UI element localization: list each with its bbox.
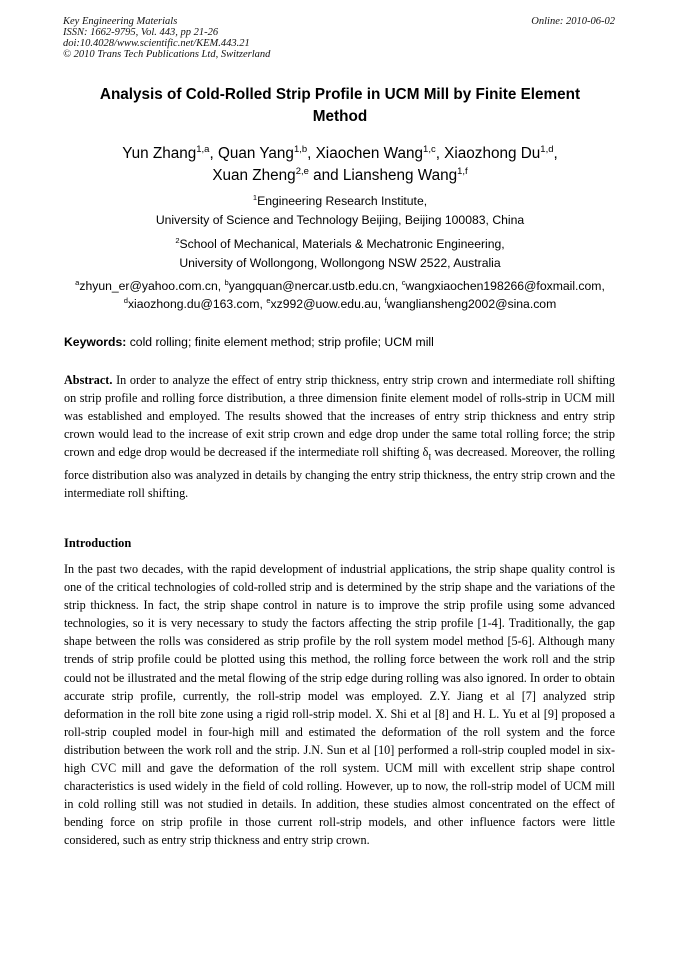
introduction: [64, 560, 615, 850]
keywords-label: Keywords:: [64, 335, 127, 349]
title-line-2: Method: [312, 108, 368, 125]
journal-name: Key Engineering Materials: [63, 16, 178, 27]
introduction-heading: Introduction: [64, 536, 132, 550]
abstract-text-end: was decreased. Moreover, the rolling force distribution also was analyzed in details by changing the entry strip thickness, the entry strip crown and the intermediate roll shifting.: [64, 445, 615, 500]
abstract-text: In order to analyze the effect of entry strip thickness, entry strip crown and intermediate roll shifting on strip profile and rolling force distribution, a three dimension finite element model of rolls-strip in UCM mill was established and employed. The results showed that the increases of entry strip thickness and entry strip crown would lead to the increase of exit strip crown and edge drop under the same total rolling force; the strip crown and edge drop would be decreased if the intermediate roll shifting δ: [64, 373, 615, 460]
affiliation-2-line-2: University of Wollongong, Wollongong NSW 2522, Australia: [179, 256, 501, 270]
email-mark: f: [384, 295, 387, 305]
affiliation-text: School of Mechanical, Materials & Mechatronic Engineering,: [179, 237, 505, 251]
author-name: , Quan Yang: [209, 145, 294, 162]
email: wangxiaochen198266@foxmail.com,: [405, 279, 605, 293]
email-line-2: [50, 295, 630, 313]
email-mark: d: [123, 295, 128, 305]
keywords-text: cold rolling; finite element method; strip profile; UCM mill: [126, 335, 434, 349]
email-mark: e: [266, 295, 271, 305]
keywords: [64, 335, 434, 349]
abstract-subscript: I: [428, 451, 432, 462]
email: wangliansheng2002@sina.com: [386, 297, 557, 311]
affiliation-mark: 1: [252, 192, 258, 202]
affiliation-1-line-2: University of Science and Technology Beijing, Beijing 100083, China: [155, 213, 525, 227]
title-line-1: Analysis of Cold-Rolled Strip Profile in UCM Mill by Finite Element: [99, 86, 581, 103]
author-line-2: [60, 165, 620, 187]
copyright: © 2010 Trans Tech Publications Ltd, Switzerland: [63, 49, 271, 60]
author-name: , Xiaozhong Du: [435, 145, 541, 162]
introduction-paragraph: In the past two decades, with the rapid development of industrial applications, the strip shape quality control is one of the critical technologies of cold-rolled strip and is determined by the strip shape and the variations of the strip thickness. In fact, the strip shape control in nature is to improve the strip profile using some advanced technologies, so it is very necessary to study the factors affecting the strip profile [1-4]. Traditionally, the gap shape between the rolls was considered as strip profile by the roll system model method [5-6]. Although many trends of strip profile could be plotted using this method, the rolling force between the work roll and the strip could not be illustrated and the metal flowing of the strip edge during rolling was also ignored. In order to obtain accurate strip profile, currently, the roll-strip model was employed. Z.Y. Jiang et al [7] analyzed strip deformation in the roll bite zone using a rigid roll-strip model. X. Shi et al [8] and H. L. Yu et al [9] proposed a roll-strip coupled model in four-high mill and estimated the deformation of the roll system and the force distribution between the work roll and the strip. J.N. Sun et al [10] performed a roll-strip coupled model in six-high CVC mill and gave the deformation of the roll system. UCM mill with excellent strip shape control characteristics is used widely in the field of cold rolling. However, up to now, the roll-strip model of UCM mill in cold rolling still was not studied in details. In addition, these studies almost concentrated on the effect of bending force on strip profile in those current roll-strip models, and other influence factors were little considered, such as entry strip thickness and entry strip crown.: [64, 562, 615, 848]
abstract: [64, 371, 615, 502]
email: xiaozhong.du@163.com,: [127, 297, 267, 311]
affiliation-1: [60, 192, 620, 230]
email: yangquan@nercar.ustb.edu.cn,: [228, 279, 402, 293]
abstract-label: Abstract.: [64, 373, 113, 387]
email-mark: a: [75, 277, 80, 287]
author-mark: 1,a: [196, 143, 210, 155]
author-name: Yun Zhang: [122, 145, 197, 162]
author-name: and Liansheng Wang: [308, 167, 458, 184]
abstract-paragraph: [64, 371, 615, 502]
affiliation-mark: 2: [175, 235, 180, 245]
journal-header: [63, 16, 270, 60]
email: zhyun_er@yahoo.com.cn,: [79, 279, 225, 293]
author-separator: ,: [553, 145, 558, 162]
online-date: Online: 2010-06-02: [531, 16, 615, 27]
doi: doi:10.4028/www.scientific.net/KEM.443.21: [63, 38, 250, 49]
affiliation-2: [60, 235, 620, 273]
author-list: [60, 143, 620, 187]
email-mark: c: [401, 277, 406, 287]
affiliation-2-line-1: [60, 235, 620, 254]
author-name: , Xiaochen Wang: [307, 145, 424, 162]
email: xz992@uow.edu.au,: [270, 297, 385, 311]
email-line-1: [50, 277, 630, 295]
author-mark: 1,c: [423, 143, 436, 155]
author-mark: 1,d: [540, 143, 554, 155]
paper-title: [60, 84, 620, 128]
affiliation-text: Engineering Research Institute,: [257, 194, 428, 208]
author-name: Xuan Zheng: [212, 167, 296, 184]
author-mark: 1,b: [293, 143, 308, 155]
issn: ISSN: 1662-9795, Vol. 443, pp 21-26: [63, 27, 219, 38]
author-mark: 1,f: [457, 165, 468, 177]
author-mark: 2,e: [295, 165, 309, 177]
email-list: [50, 277, 630, 313]
author-line-1: [60, 143, 620, 165]
email-mark: b: [224, 277, 229, 287]
affiliation-1-line-1: [60, 192, 620, 211]
